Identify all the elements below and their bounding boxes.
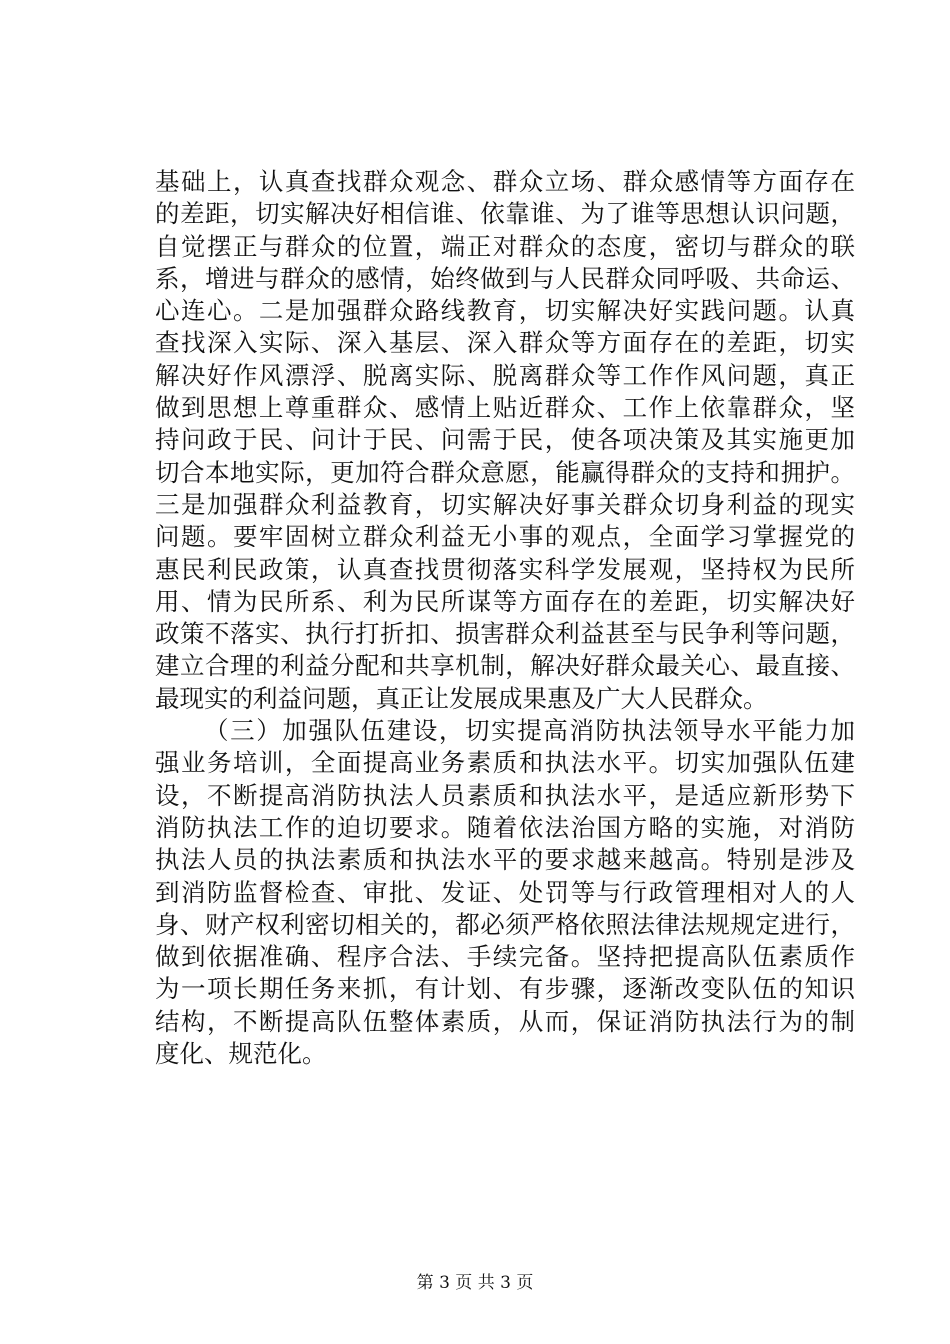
text-line: 到消防监督检查、审批、发证、处罚等与行政管理相对人的人: [155, 877, 855, 907]
text-line: 问题。要牢固树立群众利益无小事的观点，全面学习掌握党的: [155, 522, 855, 552]
text-line: 三是加强群众利益教育，切实解决好事关群众切身利益的现实: [155, 489, 855, 519]
text-line: 执法人员的执法素质和执法水平的要求越来越高。特别是涉及: [155, 845, 855, 875]
document-body: [155, 166, 855, 1070]
text-line: 强业务培训，全面提高业务素质和执法水平。切实加强队伍建: [155, 748, 855, 778]
text-line: 做到思想上尊重群众、感情上贴近群众、工作上依靠群众，坚: [155, 393, 855, 423]
text-line: 消防执法工作的迫切要求。随着依法治国方略的实施，对消防: [155, 812, 855, 842]
text-line: 持问政于民、问计于民、问需于民，使各项决策及其实施更加: [155, 425, 855, 455]
text-line: 度化、规范化。: [155, 1039, 327, 1069]
text-line: 最现实的利益问题，真正让发展成果惠及广大人民群众。: [155, 683, 768, 713]
text-line: 的差距，切实解决好相信谁、依靠谁、为了谁等思想认识问题，: [155, 199, 855, 229]
text-line: 心连心。二是加强群众路线教育，切实解决好实践问题。认真: [155, 296, 855, 326]
text-line: 结构，不断提高队伍整体素质，从而，保证消防执法行为的制: [155, 1006, 855, 1036]
text-line: 政策不落实、执行打折扣、损害群众利益甚至与民争利等问题，: [155, 619, 855, 649]
text-line: 自觉摆正与群众的位置，端正对群众的态度，密切与群众的联: [155, 231, 855, 261]
text-line: 基础上，认真查找群众观念、群众立场、群众感情等方面存在: [155, 167, 855, 196]
text-line: 身、财产权利密切相关的，都必须严格依照法律法规规定进行，: [155, 909, 855, 939]
section-heading-line: （三）加强队伍建设，切实提高消防执法领导水平能力加: [204, 716, 855, 746]
text-line: 为一项长期任务来抓，有计划、有步骤，逐渐改变队伍的知识: [155, 974, 855, 1004]
text-line: 建立合理的利益分配和共享机制，解决好群众最关心、最直接、: [155, 651, 855, 681]
text-line: 做到依据准确、程序合法、手续完备。坚持把提高队伍素质作: [155, 942, 855, 972]
text-line: 用、情为民所系、利为民所谋等方面存在的差距，切实解决好: [155, 586, 855, 616]
text-line: 切合本地实际，更加符合群众意愿，能赢得群众的支持和拥护。: [155, 457, 855, 487]
text-line: 查找深入实际、深入基层、深入群众等方面存在的差距，切实: [155, 328, 855, 358]
text-line: 惠民利民政策，认真查找贯彻落实科学发展观，坚持权为民所: [155, 554, 855, 584]
text-line: 设，不断提高消防执法人员素质和执法水平，是适应新形势下: [155, 780, 855, 810]
page-number-footer: 第 3 页 共 3 页: [416, 1273, 534, 1293]
text-line: 系，增进与群众的感情，始终做到与人民群众同呼吸、共命运、: [155, 263, 855, 293]
text-line: 解决好作风漂浮、脱离实际、脱离群众等工作作风问题，真正: [155, 360, 855, 390]
